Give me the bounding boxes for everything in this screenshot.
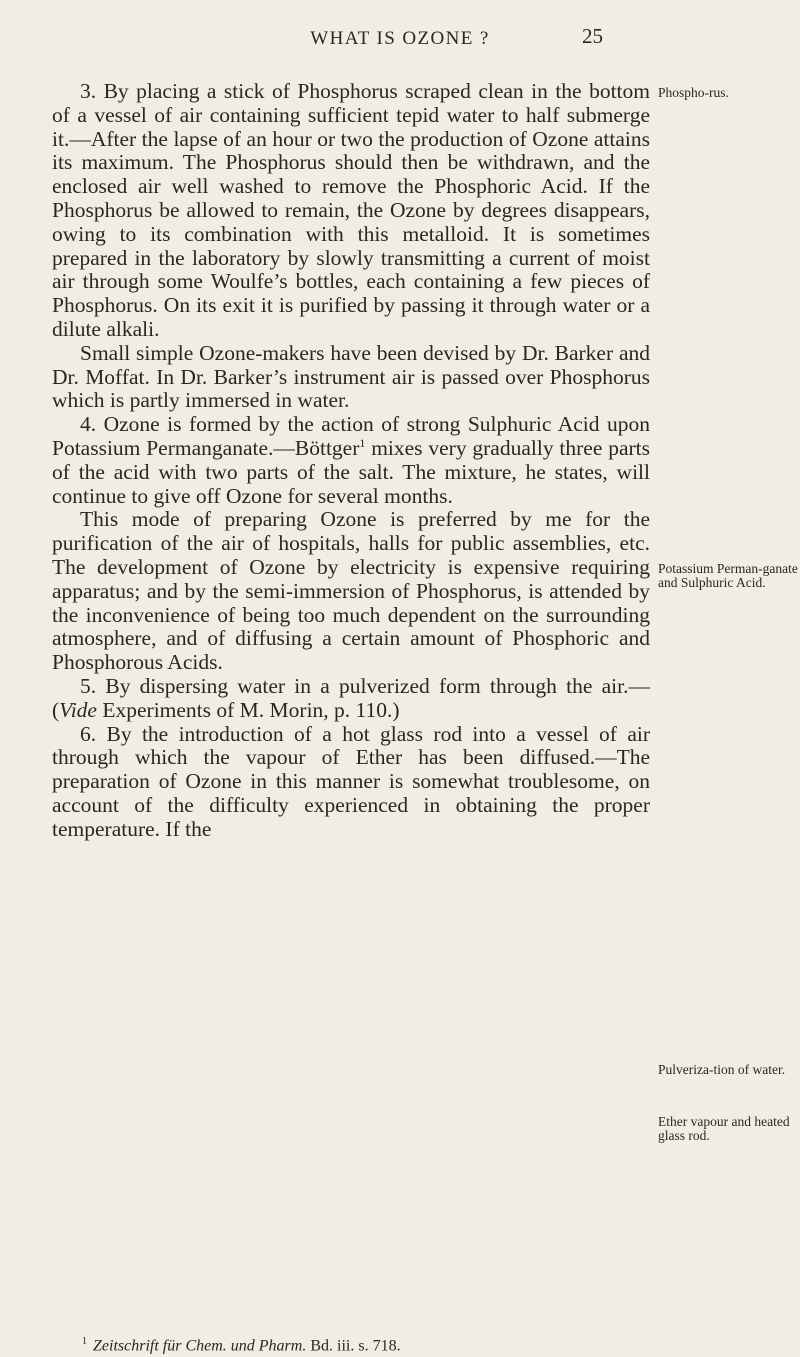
paragraph-ozone-makers bbox=[52, 342, 650, 413]
page-number: 25 bbox=[582, 24, 603, 48]
paragraph-text: 3. By placing a stick of Phosphorus scraped clean in the bottom of a vessel of air containing sufficient tepid water to half submerge it.—After the lapse of an hour or two the production of Ozone attains its maximum. The Phosphorus should then be withdrawn, and the enclosed air well washed to remove the Phosphoric Acid. If the Phosphorus be allowed to remain, the Ozone by degrees disappears, owing to its combination with this metalloid. It is sometimes prepared in the laboratory by slowly transmitting a current of moist air through some Woulfe’s bottles, each containing a few pieces of Phosphorus. On its exit it is purified by passing it through water or a dilute alkali. bbox=[52, 79, 650, 341]
footnote bbox=[82, 1333, 682, 1355]
margin-note-phosphorus: Phospho-rus. bbox=[658, 85, 729, 100]
paragraph-text: 5. By dispersing water in a pulverized form through the air.—( bbox=[52, 673, 650, 722]
paragraph-permanganate bbox=[52, 413, 650, 508]
paragraph-phosphorus bbox=[52, 80, 650, 342]
paragraph-text: Small simple Ozone-makers have been devised by Dr. Barker and Dr. Moffat. In Dr. Barker’s instrument air is passed over Phosphorus which is partly immersed in water. bbox=[52, 340, 650, 413]
paragraph-text: 6. By the introduction of a hot glass rod into a vessel of air through which the vapour of Ether has been diffused.—The preparation of Ozone in this manner is somewhat troublesome, on account of the difficulty experienced in obtaining the proper temperature. If the bbox=[52, 721, 650, 841]
margin-note-ether: Ether vapour and heated glass rod. bbox=[658, 1114, 790, 1143]
italic-text: Vide bbox=[59, 697, 97, 722]
paragraph-text: mixes very gradually three parts of the acid with two parts of the salt. The mixture, he states, will continue to give off Ozone for several months. bbox=[52, 435, 651, 508]
footnote-citation: Bd. iii. s. 718. bbox=[306, 1337, 401, 1355]
paragraph-glass-rod bbox=[52, 723, 650, 842]
margin-note-pulverization: Pulveriza-tion of water. bbox=[658, 1062, 786, 1077]
footnote-reference: 1 bbox=[359, 435, 366, 450]
margin-note-permanganate: Potassium Perman-ganate and Sulphuric Acid. bbox=[658, 561, 798, 590]
paragraph-text: Experiments of M. Morin, p. 110.) bbox=[96, 697, 400, 722]
footnote-title: Zeitschrift für Chem. und Pharm. bbox=[93, 1337, 307, 1355]
running-title: WHAT IS OZONE ? bbox=[310, 28, 490, 49]
footnote-marker: 1 bbox=[82, 1336, 87, 1347]
paragraph-text: 4. Ozone is formed by the action of strong Sulphuric Acid upon Potassium Permanganate.—Böttger bbox=[52, 412, 650, 460]
body-text bbox=[52, 80, 650, 842]
paragraph-text: This mode of preparing Ozone is preferred by me for the purification of the air of hospitals, halls for public assemblies, etc. The development of Ozone by electricity is expensive requiring apparatus; and by the semi-immersion of Phosphorus, is attended by the inconvenience of being too much dependent on the surrounding atmosphere, and of diffusing a certain amount of Phosphoric and Phosphorous Acids. bbox=[52, 507, 650, 675]
paragraph-preferred-mode bbox=[52, 508, 650, 675]
paragraph-pulverized-water bbox=[52, 675, 650, 723]
